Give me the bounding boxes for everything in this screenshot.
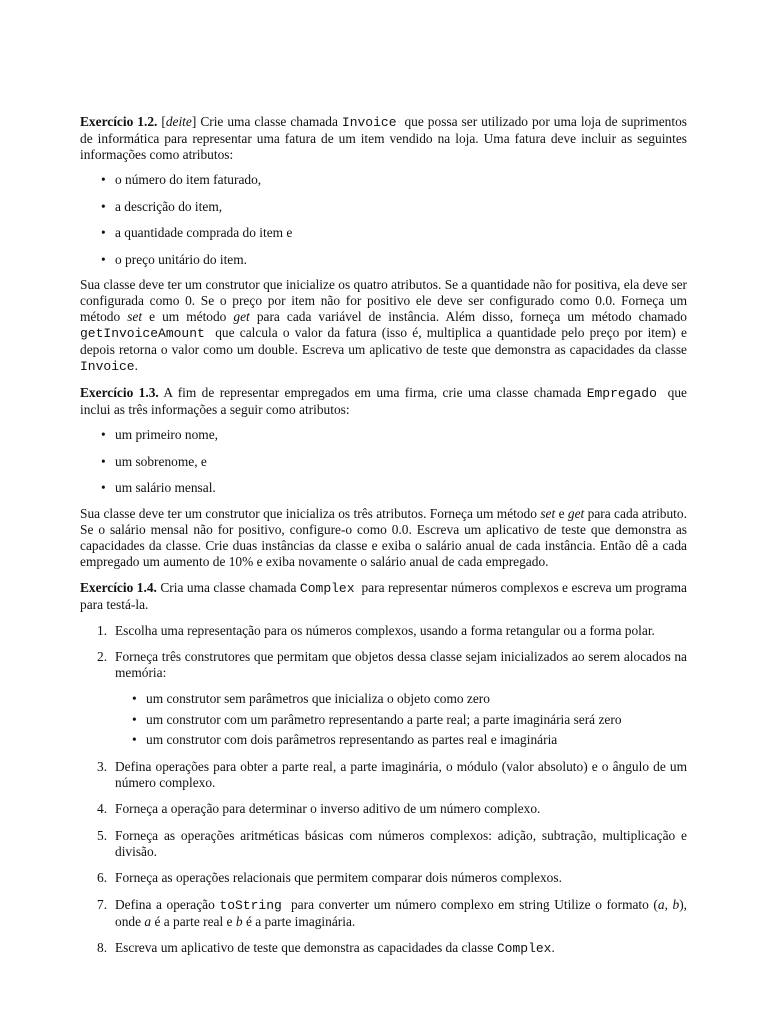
list-item: 2. Forneça três construtores que permitam que objetos dessa classe sejam inicializados ao serem alocados na memória: • um construtor sem parâmetros que inicializa o objeto como zero • um construtor com um parâmetro representando a parte real; a parte imaginária será zero • um construtor com dois parâmetros representando as partes real e imaginária [80,649,687,748]
list-item: • o número do item faturado, [80,172,687,188]
list-item: 7. Defina a operação toString para converter um número complexo em string Utilize o formato (a, b), onde a é a parte real e b é a parte imaginária. [97,896,688,929]
list-item: • um construtor com dois parâmetros representando as partes real e imaginária [115,732,687,748]
list-item: 6. Forneça as operações relacionais que permitem comparar dois números complexos. [97,870,562,885]
code-invoice: Invoice [80,359,135,374]
code-complex: Complex [496,941,552,956]
code-invoice: Invoice [341,115,397,130]
list-item: • o preço unitário do item. [80,252,687,268]
ex12-intro: Exercício 1.2. [deite] Crie uma classe chamada Invoice que possa ser utilizado por uma loja de suprimentos de informática para representar uma fatura de um item vendido na loja. Uma fatura deve incluir as seguintes informações como atributos: [80,114,687,162]
list-item: • um construtor com um parâmetro representando a parte real; a parte imaginária será zero [115,712,687,728]
ex12-bullets [80,172,687,268]
ex13-bullets [80,427,687,496]
document-page [80,114,687,968]
list-item: 5. Forneça as operações aritméticas básicas com números complexos: adição, subtração, multiplicação e divisão. [97,827,687,859]
ex14-intro: Exercício 1.4. Cria uma classe chamada Complex para representar números complexos e escreva um programa para testá-la. [80,579,687,612]
ex13-body: Sua classe deve ter um construtor que inicializa os três atributos. Forneça um método set e get para cada atributo. Se o salário mensal não for positivo, configure-o como 0.0. Escreva um aplicativo de teste que demonstra as capacidades da classe. Crie duas instâncias da classe e exiba o salário anual de cada instância. Então dê a cada empregado um aumento de 10% e exiba novamente o salário anual de cada empregado. [80,505,687,569]
list-item: • a descrição do item, [80,199,687,215]
code-tostring: toString [219,897,282,913]
ex13-intro: Exercício 1.3. A fim de representar empregados em uma firma, crie uma classe chamada Empregado que inclui as três informações a seguir como atributos: [80,385,687,417]
constructor-sublist [115,691,687,748]
code-complex: Complex [299,580,355,596]
ex14-label: Exercício 1.4. [80,579,157,595]
list-item: • a quantidade comprada do item e [80,225,687,241]
code-getinvoiceamount: getInvoiceAmount [80,326,205,341]
list-item: • um primeiro nome, [80,427,687,443]
list-item: 3. Defina operações para obter a parte real, a parte imaginária, o módulo (valor absoluto) e o ângulo de um número complexo. [97,758,687,790]
list-item: • um construtor sem parâmetros que inicializa o objeto como zero [115,691,687,707]
list-item: • um salário mensal. [80,480,687,496]
list-item: 8. Escreva um aplicativo de teste que demonstra as capacidades da classe Complex. [97,940,555,956]
ex12-label: Exercício 1.2. [80,114,158,129]
list-item: • um sobrenome, e [80,454,687,470]
ex14-numbered-list [80,623,687,958]
list-item: 4. Forneça a operação para determinar o inverso aditivo de um número complexo. [97,801,541,816]
ex12-body: Sua classe deve ter um construtor que inicialize os quatro atributos. Se a quantidade não for positiva, ela deve ser configurada como 0. Se o preço por item não for positivo ele deve ser configurado como 0.0. Forneça um método set e um método get para cada variável de instância. Além disso, forneça um método chamado getInvoiceAmount que calcula o valor da fatura (isso é, multiplica a quantidade pelo preço por item) e depois retorna o valor como um double. Escreva um aplicativo de teste que demonstra as capacidades da classe Invoice. [80,277,687,374]
ex13-label: Exercício 1.3. [80,385,159,400]
code-empregado: Empregado [586,386,657,401]
list-item: 1. Escolha uma representação para os números complexos, usando a forma retangular ou a forma polar. [97,622,655,638]
